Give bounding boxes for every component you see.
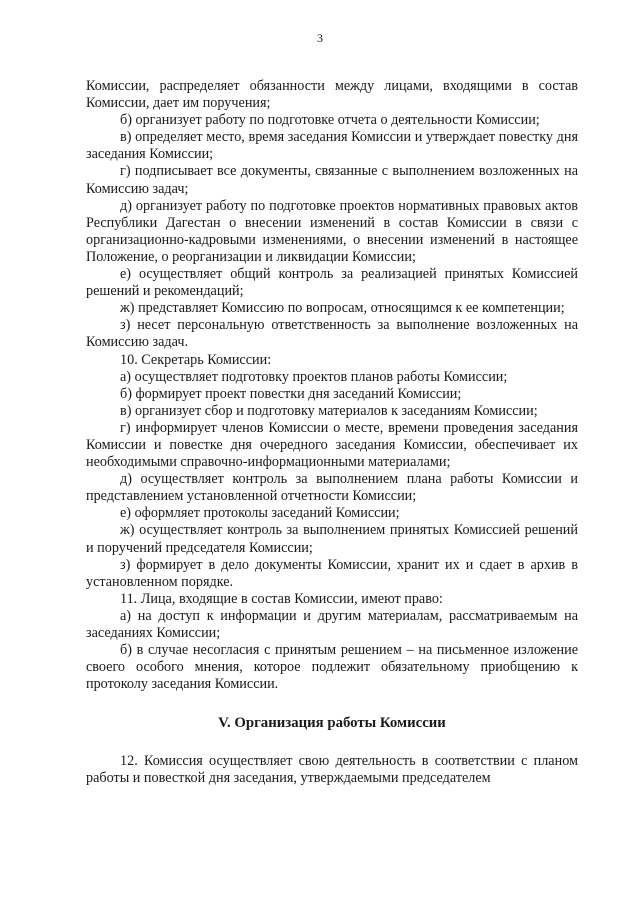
paragraph: в) организует сбор и подготовку материалов к заседаниям Комиссии;	[120, 402, 538, 419]
paragraph: 10. Секретарь Комиссии:	[120, 351, 272, 368]
paragraph: б) организует работу по подготовке отчета о деятельности Комиссии;	[120, 112, 540, 129]
paragraph: д) осуществляет контроль за выполнением плана работы Комиссии и представлением установленной отчетности Комиссии;	[86, 471, 578, 505]
paragraph: з) формирует в дело документы Комиссии, хранит их и сдает в архив в установленном порядке.	[86, 556, 578, 590]
paragraph: г) подписывает все документы, связанные с выполнением возложенных на Комиссию задач;	[86, 163, 578, 197]
paragraph: 11. Лица, входящие в состав Комиссии, имеют право:	[120, 590, 443, 607]
paragraph: в) определяет место, время заседания Комиссии и утверждает повестку дня заседания Комиссии;	[86, 129, 578, 163]
paragraph: а) осуществляет подготовку проектов планов работы Комиссии;	[120, 368, 508, 385]
paragraph: ж) представляет Комиссию по вопросам, относящимся к ее компетенции;	[120, 300, 565, 317]
paragraph: г) информирует членов Комиссии о месте, времени проведения заседания Комиссии и повестке дня очередного заседания Комиссии, обеспечивает их необходимыми справочно-информационными материалами;	[86, 419, 578, 471]
paragraph: д) организует работу по подготовке проектов нормативных правовых актов Республики Дагестан о внесении изменений в состав Комиссии в связи с организационно-кадровыми изменениями, о внесении изменений в настоящее Положение, о реорганизации и ликвидации Комиссии;	[86, 197, 578, 265]
paragraph: Комиссии, распределяет обязанности между лицами, входящими в состав Комиссии, дает им поручения;	[86, 78, 578, 112]
paragraph: 12. Комиссия осуществляет свою деятельность в соответствии с планом работы и повесткой дня заседания, утверждаемыми председателем	[86, 753, 578, 787]
document-body	[86, 78, 578, 788]
paragraph: б) в случае несогласия с принятым решением – на письменное изложение своего особого мнения, которое подлежит обязательному приобщению к протоколу заседания Комиссии.	[86, 642, 578, 693]
paragraph: е) оформляет протоколы заседаний Комиссии;	[120, 505, 400, 522]
paragraph: е) осуществляет общий контроль за реализацией принятых Комиссией решений и рекомендаций;	[86, 266, 578, 300]
paragraph: ж) осуществляет контроль за выполнением принятых Комиссией решений и поручений председателя Комиссии;	[86, 522, 578, 556]
paragraph: а) на доступ к информации и другим материалам, рассматриваемым на заседаниях Комиссии;	[86, 607, 578, 641]
section-heading: V. Организация работы Комиссии	[218, 715, 446, 732]
page-number: 3	[317, 31, 323, 45]
paragraphs-after-heading	[86, 753, 578, 787]
paragraph: з) несет персональную ответственность за выполнение возложенных на Комиссию задач.	[86, 317, 578, 351]
paragraphs-before-heading	[86, 78, 578, 693]
paragraph: б) формирует проект повестки дня заседаний Комиссии;	[120, 385, 462, 402]
